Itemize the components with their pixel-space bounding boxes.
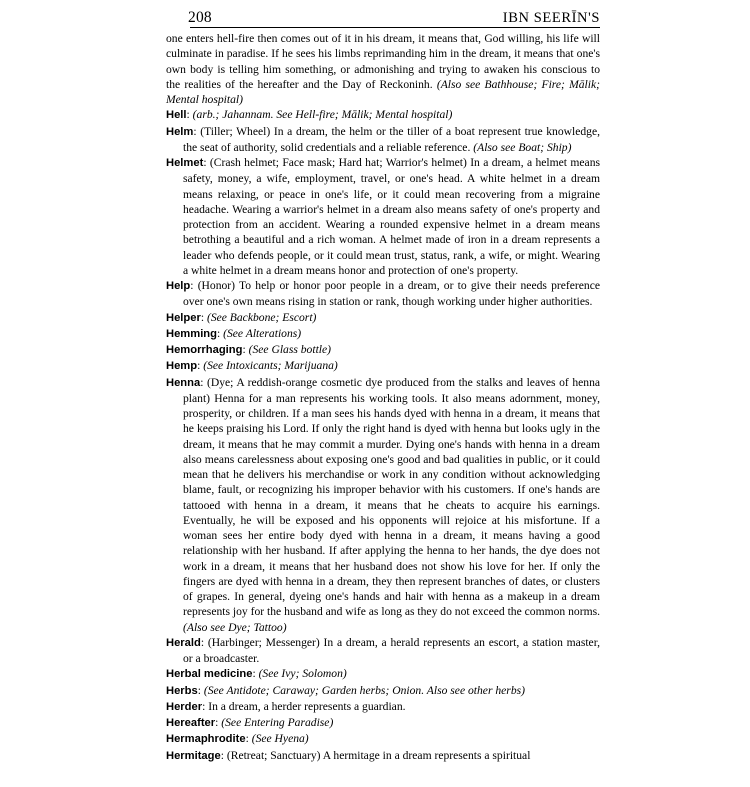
- entry-separator: :: [190, 279, 198, 292]
- running-header: [188, 9, 600, 27]
- entry-cross-reference: (See Alterations): [223, 326, 302, 340]
- entry-cross-reference: (See Entering Paradise): [221, 716, 334, 729]
- entry-headword: Hemming: [166, 327, 217, 340]
- entry-cross-reference: (See Intoxicants; Marijuana): [203, 359, 338, 373]
- dictionary-entry: [166, 715, 600, 731]
- entry-cross-reference: (See Backbone; Escort): [206, 310, 317, 324]
- entry-definition: (Honor) To help or honor poor people in a dream, or to give their needs preference over one's own means rising in station or rank, though working under higher authorities.: [183, 279, 601, 309]
- entry-headword: Helper: [166, 311, 201, 324]
- entry-separator: :: [200, 310, 207, 324]
- entry-headword: Hemorrhaging: [166, 344, 243, 356]
- entry-headword: Hereafter: [166, 717, 216, 729]
- entry-separator: :: [197, 359, 204, 373]
- dictionary-entry: [166, 310, 600, 326]
- dictionary-entry: [166, 107, 600, 123]
- entry-definition: (Crash helmet; Face mask; Hard hat; Warrior's helmet) In a dream, a helmet means safety, money, a wife, employment, travel, or one's head. A white helmet in a dream means relaxing, or peace in one's life, or it could mean recovering from a migraine headache. Wearing a warrior's helmet in a dream also means safety of one's property and protection from an accident. Wearing a rounded expensive helmet in a dream means betrothing a beautiful and a rich woman. A helmet made of iron in a dream represents a leader who defends people, or it could mean trust, status, rank, a wife, or might. Wearing a white helmet in a dream means honor and protection of one's property.: [183, 156, 600, 277]
- entry-cross-reference: (See Ivy; Solomon): [258, 667, 347, 681]
- entry-headword: Help: [166, 280, 191, 292]
- running-title: IBN SEERĪN'S: [502, 10, 600, 26]
- entry-separator: :: [203, 156, 210, 169]
- dictionary-entry: [166, 358, 600, 374]
- entry-separator: :: [200, 635, 208, 649]
- dictionary-entry: [166, 326, 600, 342]
- entry-cross-reference: (See Glass bottle): [248, 343, 332, 356]
- entry-cross-reference: (See Antidote; Caraway; Garden herbs; Onion. Also see other herbs): [203, 683, 525, 697]
- header-rule-divider: [190, 27, 600, 28]
- dictionary-entry: [166, 635, 600, 667]
- entry-definition: In a dream, a herder represents a guardian.: [208, 699, 406, 713]
- entry-separator: :: [186, 108, 193, 122]
- text-column: [166, 31, 600, 764]
- dictionary-entry: [166, 155, 600, 278]
- entry-headword: Herald: [166, 636, 201, 649]
- continued-paragraph-text: one enters hell-fire then comes out of it in his dream, it means that, God willing, his life will culminate in paradise. If he sees his limbs reprimanding him in the dream, it means that one's own body is telling him something, or admonishing and trying to awaken his conscious to the realities of the hereafter and the Day of Reckoninh.: [166, 32, 600, 91]
- entry-cross-reference: (Also see Boat; Ship): [473, 140, 572, 154]
- entry-headword: Henna: [166, 376, 201, 389]
- dictionary-entry: [166, 699, 600, 715]
- entry-headword: Hemp: [166, 360, 198, 373]
- dictionary-entry: [166, 731, 600, 747]
- entry-definition: (Harbinger; Messenger) In a dream, a herald represents an escort, a station master, or a broadcaster.: [183, 635, 600, 665]
- dictionary-entry: [166, 666, 600, 682]
- entry-headword: Hell: [166, 109, 187, 122]
- entry-definition: (Retreat; Sanctuary) A hermitage in a dream represents a spiritual: [226, 748, 531, 762]
- page-number: 208: [188, 9, 212, 26]
- entry-headword: Herbal medicine: [166, 668, 253, 681]
- dictionary-entry: [166, 278, 600, 310]
- entry-separator: :: [200, 375, 207, 389]
- entry-headword: Helm: [166, 125, 194, 138]
- dictionary-entry: [166, 748, 600, 764]
- entry-cross-reference: (Also see Dye; Tattoo): [183, 620, 287, 634]
- entry-separator: :: [252, 667, 259, 681]
- entry-cross-reference: (arb.; Jahannam. See Hell-fire; Mālik; Mental hospital): [192, 108, 453, 122]
- entry-definition: (Dye; A reddish-orange cosmetic dye produced from the stalks and leaves of henna plant) Henna for a man represents his working tools. It also means adornment, money, prosperity, or children. If a man sees his hands dyed with henna in a dream, it means that he keeps praising his Lord. If only the right hand is dyed with henna but looks ugly in the dream, it means that he may commit a murder. Dying one's hands with henna in a dream also means carelessness about exposing one's good and bad qualities in public, or it could mean that he delivers his merchandise or work in any condition without acknowledging blame, fault, or recognizing his improper behavior with his customers. If one's hands are tattooed with henna in a dream, it means that he cheats to acquire his earnings. Eventually, he will be exposed and his opponents will rejoice at his misfortune. If a woman sees her entire body dyed with henna in a dream, it means having a good relationship with her husband. If after applying the henna to her hands, the dye does not work in a dream, it means that her husband does not show his love for her. If only the fingers are dyed with henna in a dream, they then represent branches of dates, or clusters of grapes. In general, dyeing one's hands and hair with henna as a makeup in a dream represents joy for the husband and wife as long as they do not exceed the common norms.: [183, 375, 601, 619]
- entry-separator: :: [245, 732, 252, 746]
- entry-cross-reference: (See Hyena): [251, 732, 309, 746]
- entry-separator: :: [197, 683, 204, 697]
- entry-separator: :: [242, 343, 249, 356]
- entry-headword: Herbs: [166, 684, 198, 697]
- entry-separator: :: [220, 748, 227, 762]
- dictionary-entry-list: [166, 107, 600, 764]
- entry-separator: :: [193, 124, 201, 138]
- dictionary-entry: [166, 683, 600, 699]
- entry-headword: Hermitage: [166, 749, 221, 762]
- continued-paragraph: [166, 31, 600, 107]
- entry-headword: Helmet: [166, 157, 204, 169]
- entry-separator: :: [215, 716, 222, 729]
- dictionary-entry: [166, 124, 600, 156]
- dictionary-entry: [166, 375, 600, 635]
- entry-separator: :: [202, 699, 209, 713]
- dictionary-entry: [166, 342, 600, 358]
- entry-definition: (Tiller; Wheel) In a dream, the helm or the tiller of a boat represent true knowledge, the seat of authority, solid credentials and a reliable reference.: [183, 124, 601, 154]
- entry-separator: :: [216, 326, 224, 340]
- entry-headword: Herder: [166, 700, 203, 713]
- continued-paragraph-cross-reference: (Also see Bathhouse; Fire; Mālik; Mental hospital): [166, 77, 600, 106]
- entry-headword: Hermaphrodite: [166, 733, 246, 746]
